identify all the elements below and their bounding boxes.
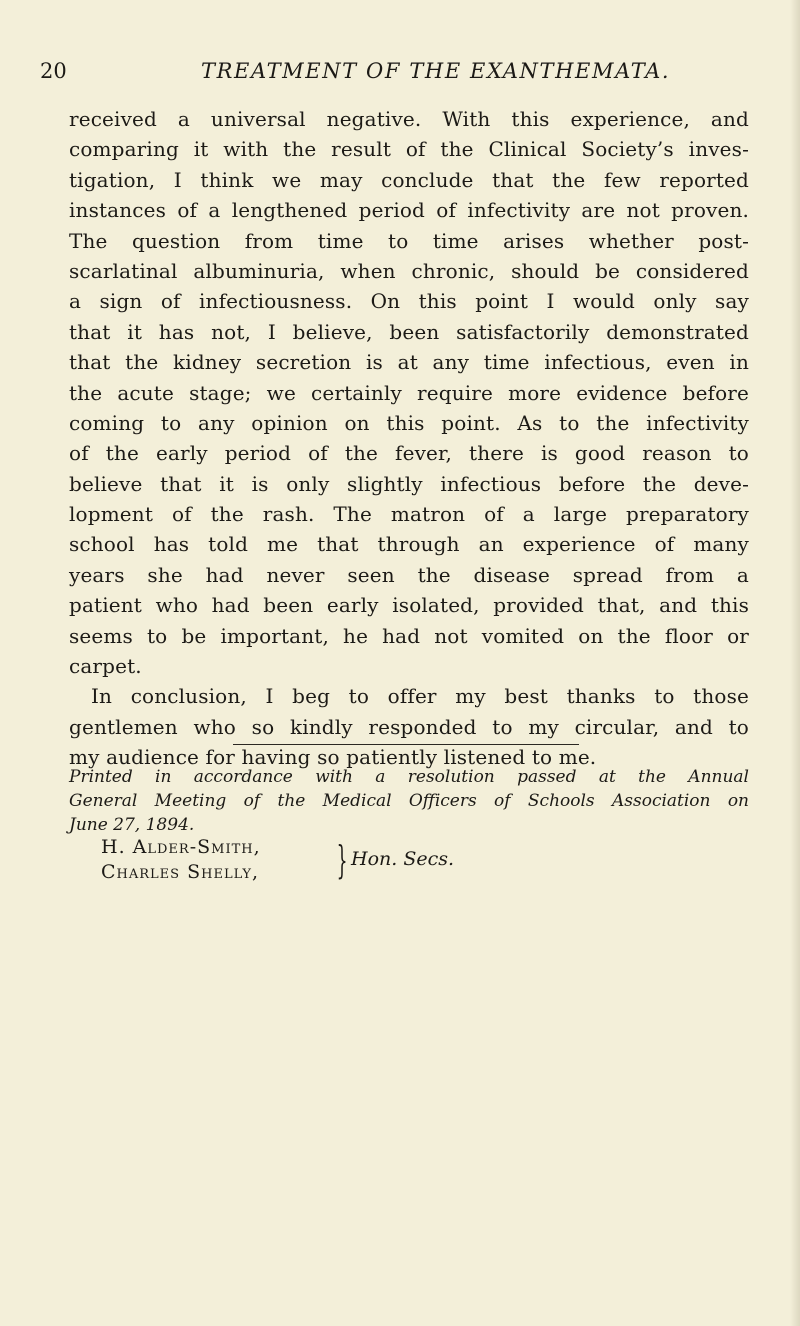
body-line: instances of a lengthened period of infectivity are not proven. (69, 198, 749, 223)
body-line: patient who had been early isolated, provided that, and this (69, 593, 749, 618)
page-number: 20 (40, 59, 67, 83)
signature-block (101, 835, 561, 889)
body-line: a sign of infectiousness. On this point I would only say (69, 289, 749, 314)
body-text (69, 104, 749, 773)
body-line: gentlemen who so kindly responded to my circular, and to (69, 714, 749, 739)
body-line: lopment of the rash. The matron of a large preparatory (69, 502, 749, 527)
signatory-name: Charles Shelly, (101, 861, 260, 883)
signatory-role: Hon. Secs. (351, 848, 455, 870)
body-line: seems to be important, he had not vomited on the floor or (69, 623, 749, 648)
body-line: tigation, I think we may conclude that the few reported (69, 167, 749, 192)
body-line: received a universal negative. With this experience, and (69, 107, 749, 131)
body-line: that the kidney secretion is at any time infectious, even in (69, 350, 749, 375)
footnote-line: Printed in accordance with a resolution passed at the Annual (69, 767, 749, 787)
running-title: TREATMENT OF THE EXANTHEMATA. (201, 59, 671, 83)
footnote-line: June 27, 1894. (69, 815, 195, 835)
body-line: scarlatinal albuminuria, when chronic, should be considered (69, 258, 749, 283)
body-line: the acute stage; we certainly require more evidence before (69, 380, 749, 405)
body-line: of the early period of the fever, there is good reason to (69, 441, 749, 466)
signatory-name: H. Alder-Smith, (101, 836, 261, 858)
body-line: believe that it is only slightly infectious before the deve- (69, 471, 749, 496)
body-line: coming to any opinion on this point. As to the infectivity (69, 410, 749, 435)
page-edge-shadow (790, 0, 800, 1326)
body-line: comparing it with the result of the Clinical Society’s inves- (69, 137, 749, 162)
body-line: years she had never seen the disease spread from a (69, 562, 749, 587)
body-line: that it has not, I believe, been satisfactorily demonstrated (69, 319, 749, 344)
footnote-line: General Meeting of the Medical Officers of Schools Association on (69, 791, 749, 811)
body-line: my audience for having so patiently listened to me. (69, 745, 597, 770)
body-line: The question from time to time arises whether post- (69, 228, 749, 253)
body-line: carpet. (69, 654, 142, 679)
section-divider (233, 744, 579, 745)
body-line: school has told me that through an experience of many (69, 532, 749, 557)
body-line: In conclusion, I beg to offer my best thanks to those (91, 684, 749, 709)
footnote (69, 765, 749, 837)
running-head (40, 56, 750, 86)
right-brace-glyph: } (336, 838, 348, 882)
